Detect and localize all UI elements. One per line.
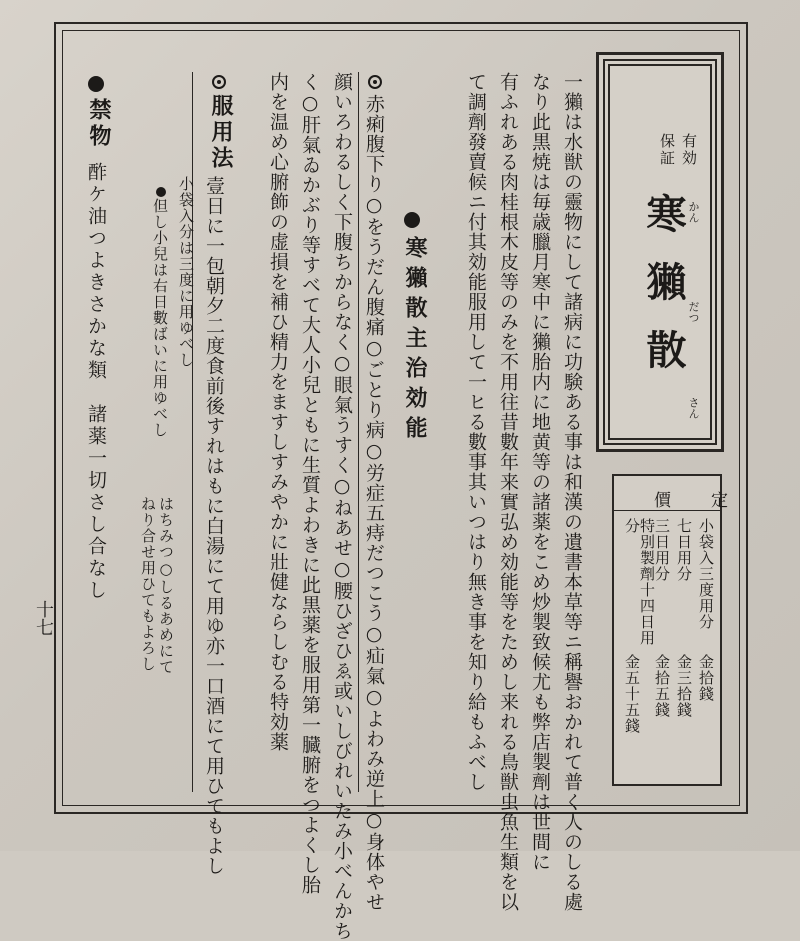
title-panel (596, 52, 724, 452)
description-line-1: 一獺は水獣の靈物にして諸病に功験ある事は和漢の遺書本草等ニ稱譽おかれて普く人のしる處 (561, 72, 583, 912)
efficacy-list-bullet (368, 74, 382, 93)
description-line-3: 有ふれある肉桂根木皮等のみを不用往昔數年来實弘め効能等をためし来れる鳥獣虫魚生類を以 (497, 72, 519, 912)
price-row-1-label: 小袋入三度用分 (697, 518, 715, 630)
price-row-2-label: 七日用分 (675, 518, 693, 582)
price-row-3-label: 三日用分 (653, 518, 671, 582)
title-ruby-san: さん (687, 397, 700, 419)
forbidden-text: 酢ケ油つよきさかな類 諸薬一切さし合なし (85, 162, 107, 602)
price-table (612, 474, 768, 786)
price-row-4-price: 金五十五錢 (623, 654, 641, 734)
usage-main-text: 壹日に一包朝夕二度食前後すれはもに白湯にて用ゆ亦一口酒にて用ひてもよし (203, 176, 225, 876)
efficacy-bullet (404, 212, 420, 232)
description-line-2: なり此黒焼は毎歳臘月寒中に獺胎内に地黄等の諸薬をこめ炒製致候尤も弊店製劑は世間に (529, 72, 551, 872)
efficacy-line-3: く○肝氣ゐかぶり等すべて大人小兒ともに生質よわきに此黒薬を服用第一臓腑をつよくし胎 (299, 72, 321, 895)
efficacy-line-1: 赤痢腹下り○をうだん腹痛○ごとり病○労症五痔だつこう○疝氣○よわみ逆上○身体やせ (363, 94, 385, 912)
usage-note-1: 小袋入分は三度に用ゆべし (177, 176, 195, 368)
efficacy-heading: 寒獺散主治効能 (402, 236, 428, 446)
price-heading: 價定 (654, 491, 768, 511)
usage-heading: 服用法 (208, 94, 234, 172)
price-row-2-price: 金三拾錢 (675, 654, 693, 718)
efficacy-line-2: 顔いろわるしく下腹ちからなく○眼氣うすく○ねあせ○腰ひざひゑ或いしびれいたみ小べんかち (331, 72, 353, 941)
usage-note-2: 但し小兒は右日數ばいに用ゆべし (151, 198, 169, 438)
forbidden-bullet (88, 76, 104, 96)
price-row-3-price: 金拾五錢 (653, 654, 671, 718)
title-ruby-kan: かん (687, 201, 700, 223)
title-ruby-datsu: だつ (687, 301, 700, 323)
description-line-4: て調劑發賣候ニ付其効能服用して一ヒる數事其いつはり無き事を知り給もふべし (465, 72, 487, 792)
forbidden-note-1: はちみつ○しるあめにて (157, 496, 175, 675)
efficacy-line-4: 内を温め心腑飾の虚損を補ひ精力をますしすみやかに壯健ならしむる特効薬 (267, 72, 289, 752)
price-row-4-label: 特別製劑十四日用分 (623, 518, 656, 646)
price-row-1-price: 金拾錢 (697, 654, 715, 702)
usage-bullet (212, 74, 226, 93)
page-number: 十七 (33, 600, 54, 636)
divider-efficacy (358, 72, 359, 792)
title-sub-right: 有効 (680, 133, 698, 167)
forbidden-note-2: ねり合せ用ひてもよろし (139, 496, 157, 672)
forbidden-heading: 禁物 (86, 98, 112, 150)
title-sub-left: 保証 (658, 133, 676, 167)
product-title: 寒獺散 (640, 193, 687, 397)
